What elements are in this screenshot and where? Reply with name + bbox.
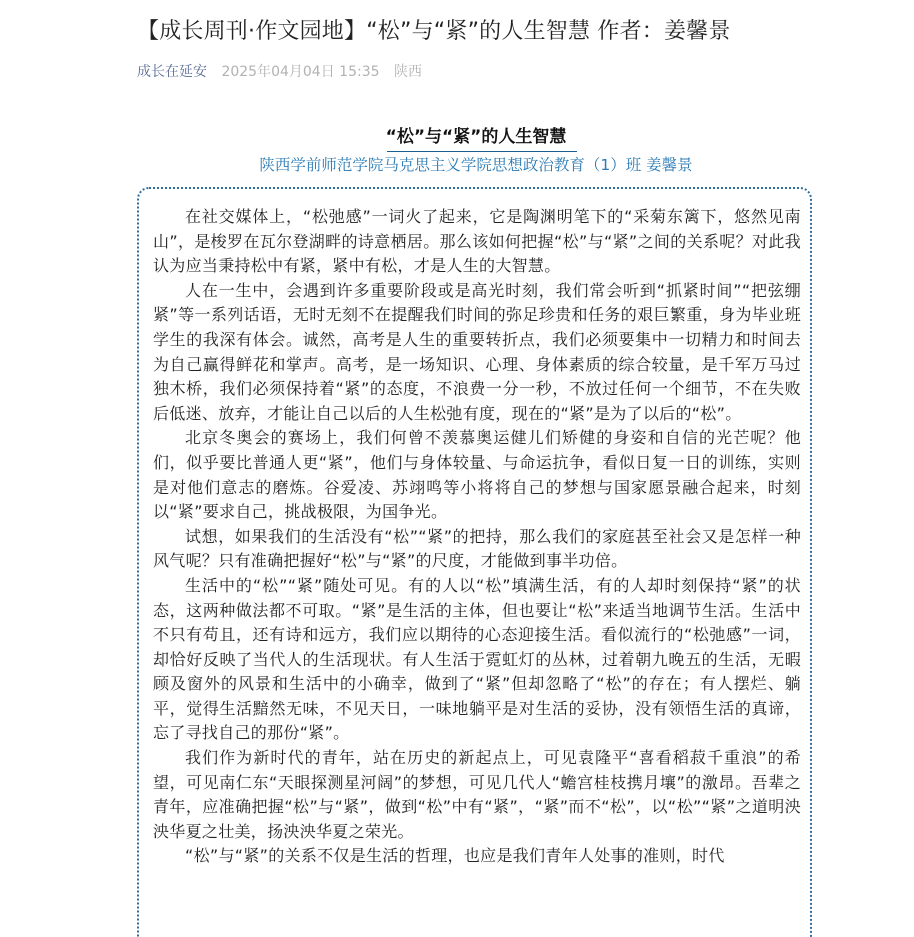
paragraph: 人在一生中，会遇到许多重要阶段或是高光时刻，我们常会听到“抓紧时间”“把弦绷紧”等一系列话语，无时无刻不在提醒我们时间的弥足珍贵和任务的艰巨繁重，身为毕业班学生的我深有体会。诚然，高考是人生的重要转折点，我们必须要集中一切精力和时间去为自己赢得鲜花和掌声。高考，是一场知识、心理、身体素质的综合较量，是千军万马过独木桥，我们必须保持着“紧”的态度，不浪费一分一秒，不放过任何一个细节，不在失败后低迷、放弃，才能让自己以后的人生松弛有度，现在的“紧”是为了以后的“松”。 bbox=[153, 280, 801, 423]
paragraph: “松”与“紧”的关系不仅是生活的哲理，也应是我们青年人处事的准则，时代 bbox=[185, 846, 725, 866]
paragraph: 试想，如果我们的生活没有“松”“紧”的把持，那么我们的家庭甚至社会又是怎样一种风气呢？只有准确把握好“松”与“紧”的尺度，才能做到事半功倍。 bbox=[153, 526, 801, 571]
article-content-box bbox=[137, 187, 812, 937]
author-line: 陕西学前师范学院马克思主义学院思想政治教育（1）班 姜馨景 bbox=[259, 156, 693, 174]
article-title: 【成长周刊·作文园地】“松”与“紧”的人生智慧 作者：姜馨景 bbox=[137, 19, 731, 44]
publish-time: 2025年04月04日 15:35 bbox=[221, 64, 380, 80]
paragraph: 在社交媒体上，“松弛感”一词火了起来，它是陶渊明笔下的“采菊东篱下，悠然见南山”，是梭罗在瓦尔登湖畔的诗意栖居。那么该如何把握“松”与“紧”之间的关系呢？对此我认为应当秉持松中有紧，紧中有松，才是人生的大智慧。 bbox=[153, 207, 801, 276]
publish-region: 陕西 bbox=[393, 64, 422, 80]
account-name-link[interactable]: 成长在延安 bbox=[137, 64, 207, 80]
paragraph: 北京冬奥会的赛场上，我们何曾不羡慕奥运健儿们矫健的身姿和自信的光芒呢？他们，似乎要比普通人更“紧”，他们与身体较量、与命运抗争，看似日复一日的训练，实则是对他们意志的磨炼。谷爱凌、苏翊鸣等小将将自己的梦想与国家愿景融合起来，时刻以“紧”要求自己，挑战极限，为国争光。 bbox=[153, 428, 801, 522]
article-heading: “松”与“紧”的人生智慧 bbox=[385, 127, 567, 147]
article-meta bbox=[137, 61, 422, 83]
paragraph: 生活中的“松”“紧”随处可见。有的人以“松”填满生活，有的人却时刻保持“紧”的状态，这两种做法都不可取。“紧”是生活的主体，但也要让“松”来适当地调节生活。生活中不只有苟且，还有诗和远方，我们应以期待的心态迎接生活。看似流行的“松弛感”一词，却恰好反映了当代人的生活现状。有人生活于霓虹灯的丛林，过着朝九晚五的生活，无暇顾及窗外的风景和生活中的小确幸，做到了“紧”但却忽略了“松”的存在；有人摆烂、躺平，觉得生活黯然无味，不见天日，一味地躺平是对生活的妥协，没有领悟生活的真谛，忘了寻找自己的那份“紧”。 bbox=[153, 575, 801, 743]
paragraph: 我们作为新时代的青年，站在历史的新起点上，可见袁隆平“喜看稻菽千重浪”的希望，可见南仁东“天眼探测星河阔”的梦想，可见几代人“蟾宫桂枝携月壤”的激昂。吾辈之青年，应准确把握“松”与“紧”，做到“松”中有“紧”，“紧”而不“松”，以“松”“紧”之道明泱泱华夏之壮美，扬泱泱华夏之荣光。 bbox=[153, 748, 801, 841]
article-body bbox=[153, 205, 801, 869]
